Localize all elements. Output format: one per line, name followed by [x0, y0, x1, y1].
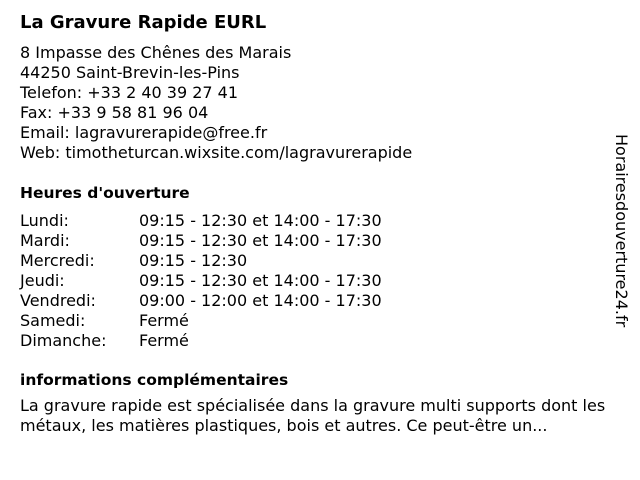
- hours-day: Lundi:: [20, 211, 69, 230]
- fax-number: Fax: +33 9 58 81 96 04: [20, 103, 209, 122]
- address-street: 8 Impasse des Chênes des Marais: [20, 43, 292, 62]
- business-description: La gravure rapide est spécialisée dans la gravure multi supports dont les métaux, les matières plastiques, bois et autres. Ce peut-être un...: [20, 396, 606, 435]
- email-address: Email: lagravurerapide@free.fr: [20, 123, 268, 142]
- hours-row-lundi: [20, 211, 620, 231]
- contact-block: [20, 43, 620, 163]
- hours-row-jeudi: [20, 271, 620, 291]
- business-name: La Gravure Rapide EURL: [20, 12, 267, 33]
- hours-time: Fermé: [139, 311, 189, 330]
- hours-day: Dimanche:: [20, 331, 107, 350]
- hours-time: 09:15 - 12:30: [139, 251, 248, 270]
- hours-row-vendredi: [20, 291, 620, 311]
- site-watermark: Horairesdouverture24.fr: [612, 134, 631, 328]
- address-city: 44250 Saint-Brevin-les-Pins: [20, 63, 240, 82]
- opening-hours-heading: Heures d'ouverture: [20, 184, 190, 202]
- hours-time: Fermé: [139, 331, 189, 350]
- hours-time: 09:00 - 12:00 et 14:00 - 17:30: [139, 291, 382, 310]
- hours-time: 09:15 - 12:30 et 14:00 - 17:30: [139, 231, 382, 250]
- hours-row-samedi: [20, 311, 620, 331]
- hours-day: Mercredi:: [20, 251, 95, 270]
- hours-row-mardi: [20, 231, 620, 251]
- opening-hours-table: [20, 211, 620, 351]
- additional-info-heading: informations complémentaires: [20, 371, 289, 389]
- hours-day: Vendredi:: [20, 291, 96, 310]
- hours-day: Samedi:: [20, 311, 86, 330]
- hours-day: Jeudi:: [20, 271, 65, 290]
- website-url: Web: timotheturcan.wixsite.com/lagravurerapide: [20, 143, 413, 162]
- hours-day: Mardi:: [20, 231, 70, 250]
- phone-number: Telefon: +33 2 40 39 27 41: [20, 83, 239, 102]
- hours-row-dimanche: [20, 331, 620, 351]
- hours-time: 09:15 - 12:30 et 14:00 - 17:30: [139, 211, 382, 230]
- hours-row-mercredi: [20, 251, 620, 271]
- business-card: [20, 12, 620, 436]
- hours-time: 09:15 - 12:30 et 14:00 - 17:30: [139, 271, 382, 290]
